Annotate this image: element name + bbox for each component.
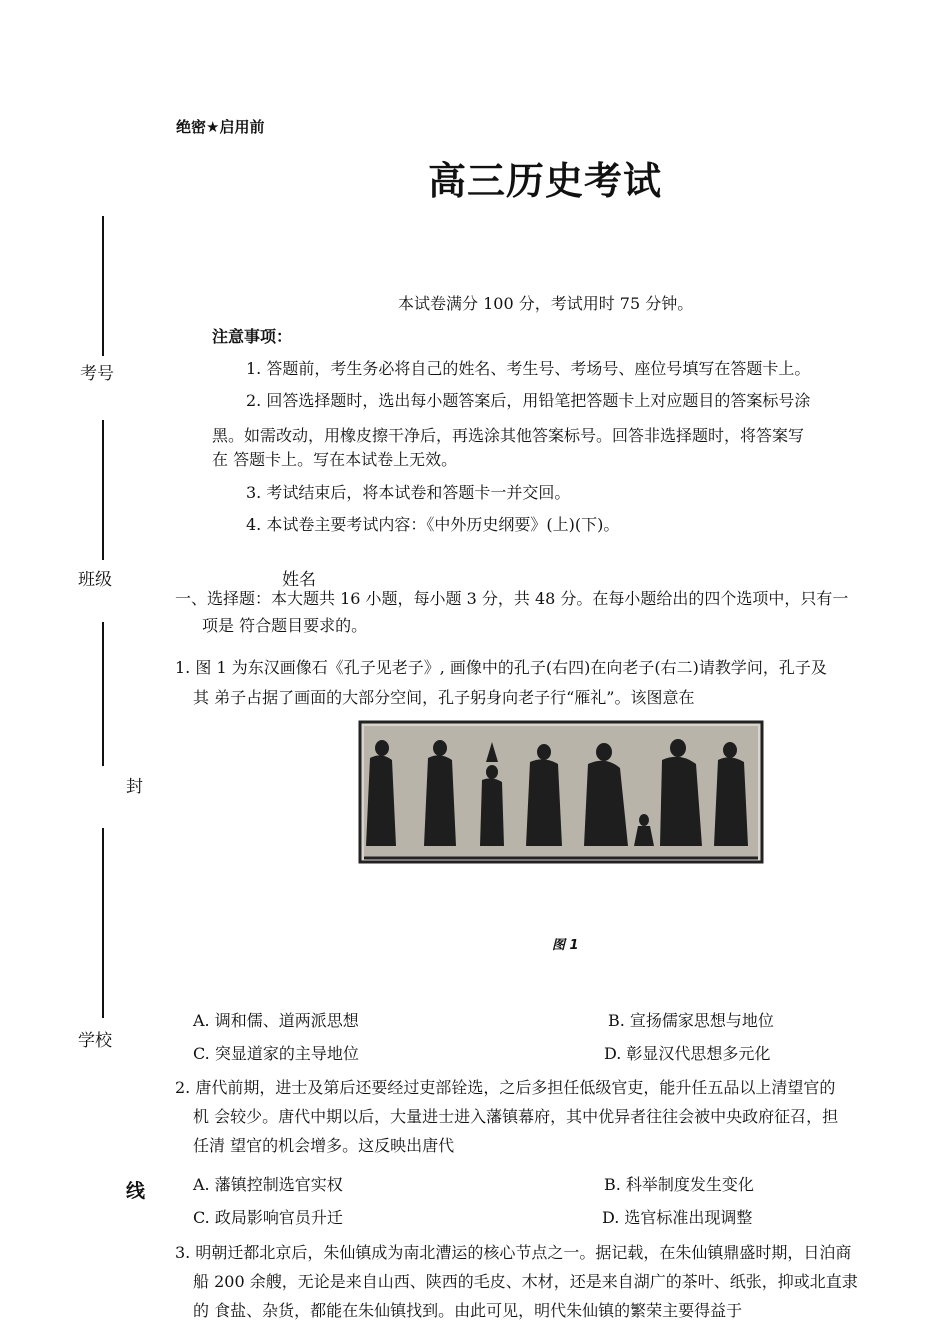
margin-feng: 封: [126, 777, 143, 797]
figure-caption: 图 1: [552, 938, 579, 953]
binding-line-1: [102, 216, 104, 356]
q1-option-c: C. 突显道家的主导地位: [193, 1044, 359, 1063]
q2-option-d: D. 选官标准出现调整: [602, 1208, 753, 1227]
notice-item-2-cont2: 在 答题卡上。写在本试卷上无效。: [212, 450, 458, 469]
notice-item-3: 3. 考试结束后，将本试卷和答题卡一并交回。: [246, 483, 571, 502]
q2-stem-line1: 2. 唐代前期，进士及第后还要经过吏部铨选，之后多担任低级官吏，能升任五品以上清望官的: [175, 1078, 836, 1097]
q2-stem-line3: 任清 望官的机会增多。这反映出唐代: [193, 1136, 455, 1155]
q1-option-b: B. 宣扬儒家思想与地位: [608, 1011, 774, 1030]
margin-xuexiao: 学校: [78, 1031, 112, 1051]
notice-item-4: 4. 本试卷主要考试内容：《中外历史纲要》(上)(下)。: [246, 515, 620, 534]
section1-intro-line1: 一、选择题：本大题共 16 小题，每小题 3 分，共 48 分。在每小题给出的四个选项中，只有一: [175, 589, 849, 608]
section1-intro-line2: 项是 符合题目要求的。: [202, 616, 368, 635]
secret-label: 绝密★启用前: [176, 118, 265, 136]
notice-item-1: 1. 答题前，考生务必将自己的姓名、考生号、考场号、座位号填写在答题卡上。: [246, 359, 811, 378]
margin-xingming: 姓名: [282, 570, 316, 590]
q3-stem-line1: 3. 明朝迁都北京后，朱仙镇成为南北漕运的核心节点之一。据记载，在朱仙镇鼎盛时期，日泊商: [175, 1243, 852, 1262]
q2-option-c: C. 政局影响官员升迁: [193, 1208, 343, 1227]
q1-stem-line2: 其 弟子占据了画面的大部分空间，孔子躬身向老子行“雁礼”。该图意在: [193, 688, 695, 707]
margin-banji: 班级: [78, 570, 112, 590]
q3-stem-line3: 的 食盐、杂货，都能在朱仙镇找到。由此可见，明代朱仙镇的繁荣主要得益于: [193, 1301, 743, 1320]
notice-item-2-cont: 黑。如需改动，用橡皮擦干净后，再选涂其他答案标号。回答非选择题时，将答案写: [212, 426, 805, 445]
q1-option-a: A. 调和儒、道两派思想: [193, 1011, 359, 1030]
q2-stem-line2: 机 会较少。唐代中期以后，大量进士进入藩镇幕府，其中优异者往往会被中央政府征召，担: [193, 1107, 839, 1126]
page-title: 高三历史考试: [428, 159, 663, 203]
margin-kaohao: 考号: [80, 364, 114, 384]
notice-item-2: 2. 回答选择题时，选出每小题答案后，用铅笔把答题卡上对应题目的答案标号涂: [246, 391, 811, 410]
q2-option-b: B. 科举制度发生变化: [604, 1175, 754, 1194]
score-info: 本试卷满分 100 分，考试用时 75 分钟。: [398, 294, 694, 313]
notice-heading: 注意事项：: [212, 327, 293, 346]
q1-stem-line1: 1. 图 1 为东汉画像石《孔子见老子》, 画像中的孔子(右四)在向老子(右二)请教学问，孔子及: [175, 658, 827, 677]
binding-line-3: [102, 622, 104, 766]
binding-line-4: [102, 828, 104, 1018]
stone-relief-figure: [358, 718, 764, 868]
margin-xian: 线: [126, 1180, 146, 1202]
q2-option-a: A. 藩镇控制选官实权: [193, 1175, 343, 1194]
binding-line-2: [102, 420, 104, 560]
q1-option-d: D. 彰显汉代思想多元化: [604, 1044, 771, 1063]
q3-stem-line2: 船 200 余艘，无论是来自山西、陕西的毛皮、木材，还是来自湖广的茶叶、纸张，抑或北直隶: [193, 1272, 858, 1291]
